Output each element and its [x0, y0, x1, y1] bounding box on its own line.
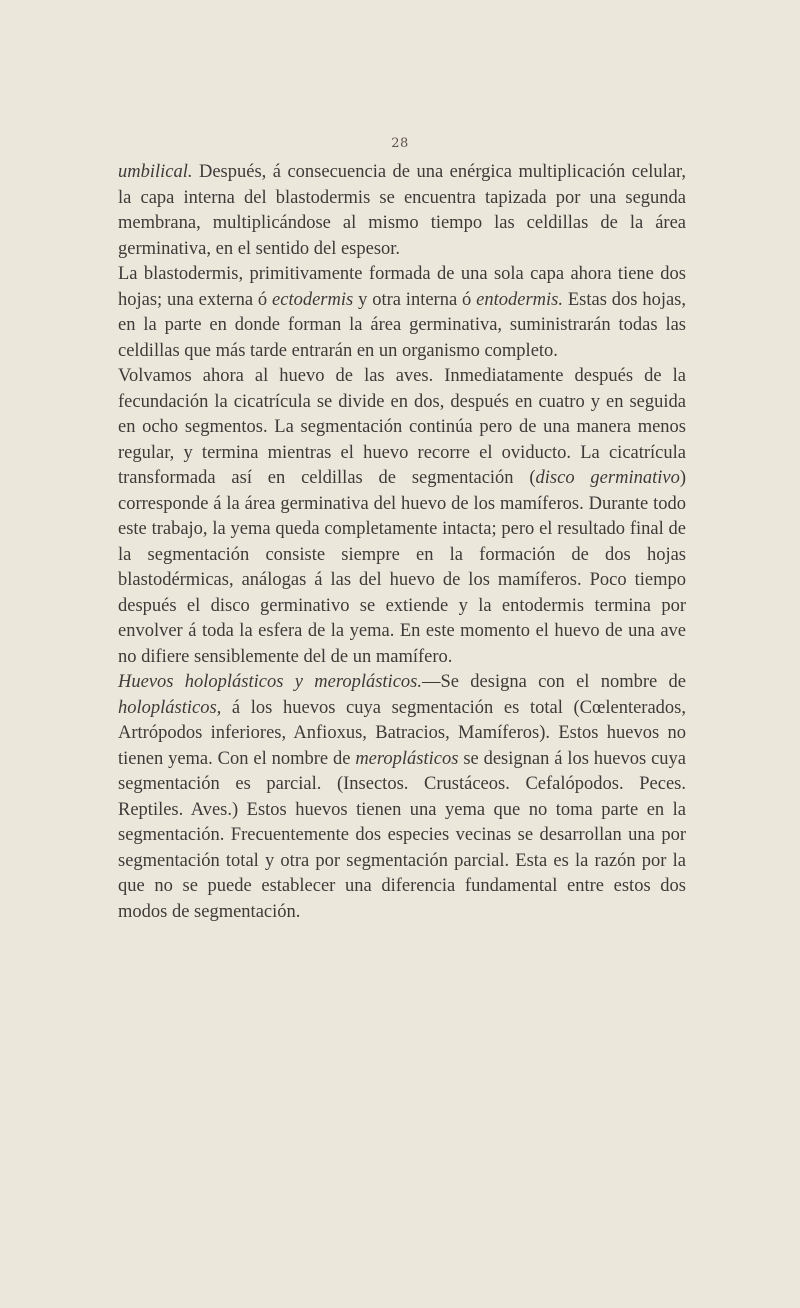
paragraph: [118, 364, 686, 670]
paragraph: [118, 670, 686, 925]
text-segment: Estas dos hojas, en la parte en donde forman la área germinativa, suministrarán todas las celdillas que más tarde entrarán en un organismo completo.: [118, 289, 686, 361]
text-segment: meroplásticos: [355, 748, 459, 769]
page-number: 28: [391, 136, 409, 151]
text-segment: entodermis.: [476, 289, 563, 310]
text-segment: ) corresponde á la área germinativa del huevo de los mamíferos. Durante todo este trabajo, la yema queda completamente intacta; pero el resultado final de la segmentación consiste siempre en la formación de dos hojas blastodérmicas, análogas á las del huevo de los mamíferos. Poco tiempo después el disco germinativo se extiende y la entodermis termina por envolver á toda la esfera de la yema. En este momento el huevo de una ave no difiere sensiblemente del de un mamífero.: [118, 468, 686, 667]
text-segment: Volvamos ahora al huevo de las aves. Inmediatamente después de la fecundación la cicatrícula se divide en dos, después en cuatro y en seguida en ocho segmentos. La segmentación continúa pero de una manera menos regular, y termina mientras el huevo recorre el oviducto. La cicatrícula transformada así en celdillas de segmentación (: [118, 366, 686, 488]
body-text: [118, 160, 686, 925]
paragraph: [118, 262, 686, 364]
text-segment: Después, á consecuencia de una enérgica multiplicación celular, la capa interna del blastodermis se encuentra tapizada por una segunda membrana, multiplicándose al mismo tiempo las celdillas de la área germinativa, en el sentido del espesor.: [118, 162, 686, 259]
text-segment: holoplásticos,: [118, 697, 222, 718]
text-segment: y otra interna ó: [353, 289, 477, 310]
text-segment: se designan á los huevos cuya segmentación es parcial. (Insectos. Crustáceos. Cefalópodos. Peces. Reptiles. Aves.) Estos huevos tienen una yema que no toma parte en la segmentación. Frecuentemente dos especies vecinas se desarrollan una por segmentación total y otra por segmentación parcial. Esta es la razón por la que no se puede establecer una diferencia fundamental entre estos dos modos de segmentación.: [118, 748, 686, 922]
text-segment: Huevos holoplásticos y meroplásticos.: [118, 672, 422, 692]
text-segment: La blastodermis, primitivamente formada de una sola capa ahora tiene dos hojas; una externa ó: [118, 264, 686, 310]
text-segment: ectodermis: [272, 289, 354, 310]
text-segment: —Se designa con el nombre de: [421, 672, 686, 692]
text-segment: á los huevos cuya segmentación es total (Cœlenterados, Artrópodos inferiores, Anfioxus, Batracios, Mamíferos). Estos huevos no tienen yema. Con el nombre de: [118, 697, 686, 769]
text-segment: umbilical.: [118, 162, 193, 182]
paragraph: [118, 160, 686, 262]
text-segment: disco germinativo: [535, 468, 680, 488]
